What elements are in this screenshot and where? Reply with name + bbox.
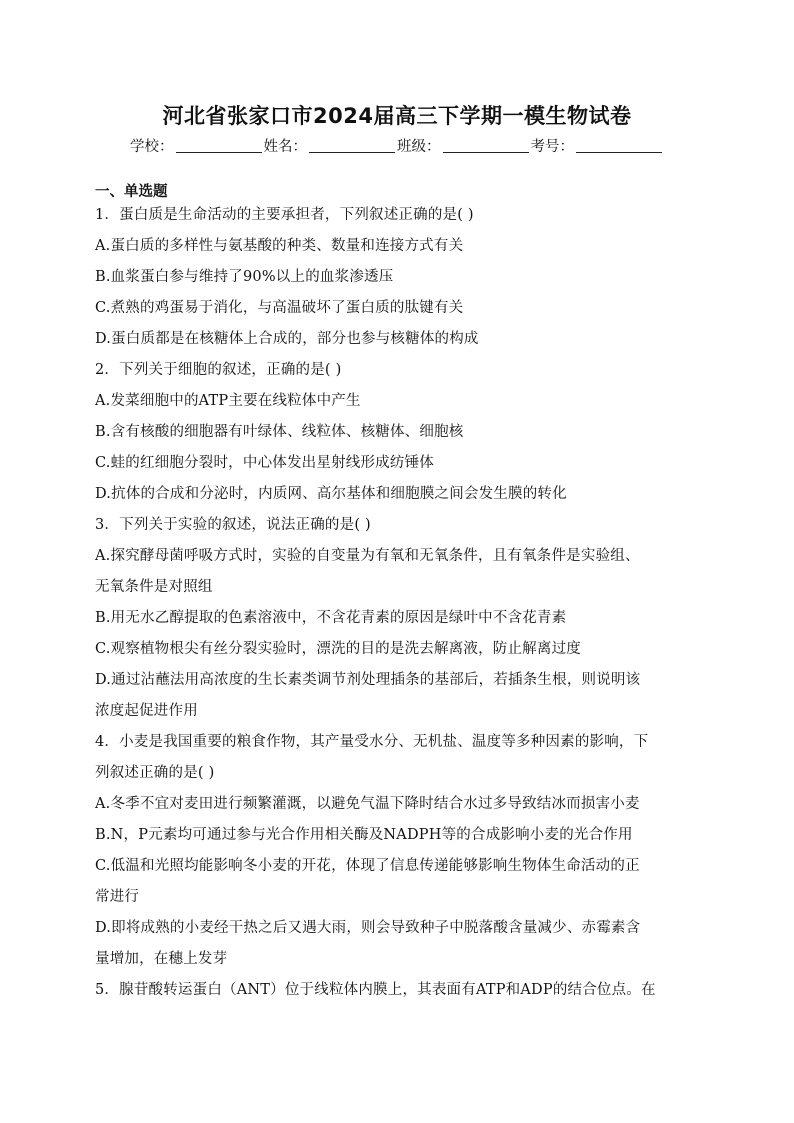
class-blank[interactable]	[443, 138, 529, 153]
text-line: 量增加，在穗上发芽	[95, 951, 228, 967]
text-line: C.蛙的红细胞分裂时，中心体发出星射线形成纺锤体	[95, 455, 434, 471]
text-line: C.观察植物根尖有丝分裂实验时，漂洗的目的是洗去解离液，防止解离过度	[95, 641, 581, 657]
text-line: C.低温和光照均能影响冬小麦的开花，体现了信息传递能够影响生物体生命活动的正	[95, 858, 640, 874]
text-line: D.蛋白质都是在核糖体上合成的，部分也参与核糖体的构成	[95, 331, 479, 347]
class-field	[397, 135, 531, 156]
question-body	[95, 200, 705, 1006]
text-line: 无氧条件是对照组	[95, 579, 213, 595]
name-label: 姓名：	[263, 139, 307, 155]
text-line: A.冬季不宜对麦田进行频繁灌溉，以避免气温下降时结合水过多导致结冰而损害小麦	[95, 796, 640, 812]
number-field	[531, 135, 665, 156]
text-line: 3．下列关于实验的叙述，说法正确的是( )	[95, 517, 371, 533]
text-line: 5．腺苷酸转运蛋白（ANT）位于线粒体内膜上，其表面有ATP和ADP的结合位点。在	[95, 982, 656, 998]
text-line: B.含有核酸的细胞器有叶绿体、线粒体、核糖体、细胞核	[95, 424, 464, 440]
text-line: 4．小麦是我国重要的粮食作物，其产量受水分、无机盐、温度等多种因素的影响，下	[95, 734, 649, 750]
school-blank[interactable]	[176, 138, 262, 153]
number-blank[interactable]	[576, 138, 662, 153]
text-line: 列叙述正确的是( )	[95, 765, 215, 781]
class-label: 班级：	[397, 139, 441, 155]
school-field	[130, 135, 264, 156]
text-line: D.抗体的合成和分泌时，内质网、高尔基体和细胞膜之间会发生膜的转化	[95, 486, 567, 502]
text-line: B.血浆蛋白参与维持了90%以上的血浆渗透压	[95, 269, 394, 285]
section-heading: 一、单选题	[95, 184, 168, 200]
text-line: B.N，P元素均可通过参与光合作用相关酶及NADPH等的合成影响小麦的光合作用	[95, 827, 633, 843]
student-info-row	[0, 135, 794, 156]
school-label: 学校：	[130, 139, 174, 155]
text-line: A.探究酵母菌呼吸方式时，实验的自变量为有氧和无氧条件，且有氧条件是实验组、	[95, 548, 640, 564]
text-line: 1．蛋白质是生命活动的主要承担者，下列叙述正确的是( )	[95, 207, 474, 223]
text-line: A.发菜细胞中的ATP主要在线粒体中产生	[95, 393, 361, 409]
text-line: D.即将成熟的小麦经干热之后又遇大雨，则会导致种子中脱落酸含量减少、赤霉素含	[95, 920, 641, 936]
text-line: A.蛋白质的多样性与氨基酸的种类、数量和连接方式有关	[95, 238, 464, 254]
text-line: 常进行	[95, 889, 140, 905]
text-line: 浓度起促进作用	[95, 703, 198, 719]
page-title: 河北省张家口市2024届高三下学期一模生物试卷	[162, 104, 632, 128]
text-line: B.用无水乙醇提取的色素溶液中，不含花青素的原因是绿叶中不含花青素	[95, 610, 567, 626]
text-line: 2．下列关于细胞的叙述，正确的是( )	[95, 362, 342, 378]
name-blank[interactable]	[309, 138, 395, 153]
text-line: D.通过沾蘸法用高浓度的生长素类调节剂处理插条的基部后，若插条生根，则说明该	[95, 672, 641, 688]
name-field	[264, 135, 398, 156]
text-line: C.煮熟的鸡蛋易于消化，与高温破坏了蛋白质的肽键有关	[95, 300, 464, 316]
number-label: 考号：	[530, 139, 574, 155]
